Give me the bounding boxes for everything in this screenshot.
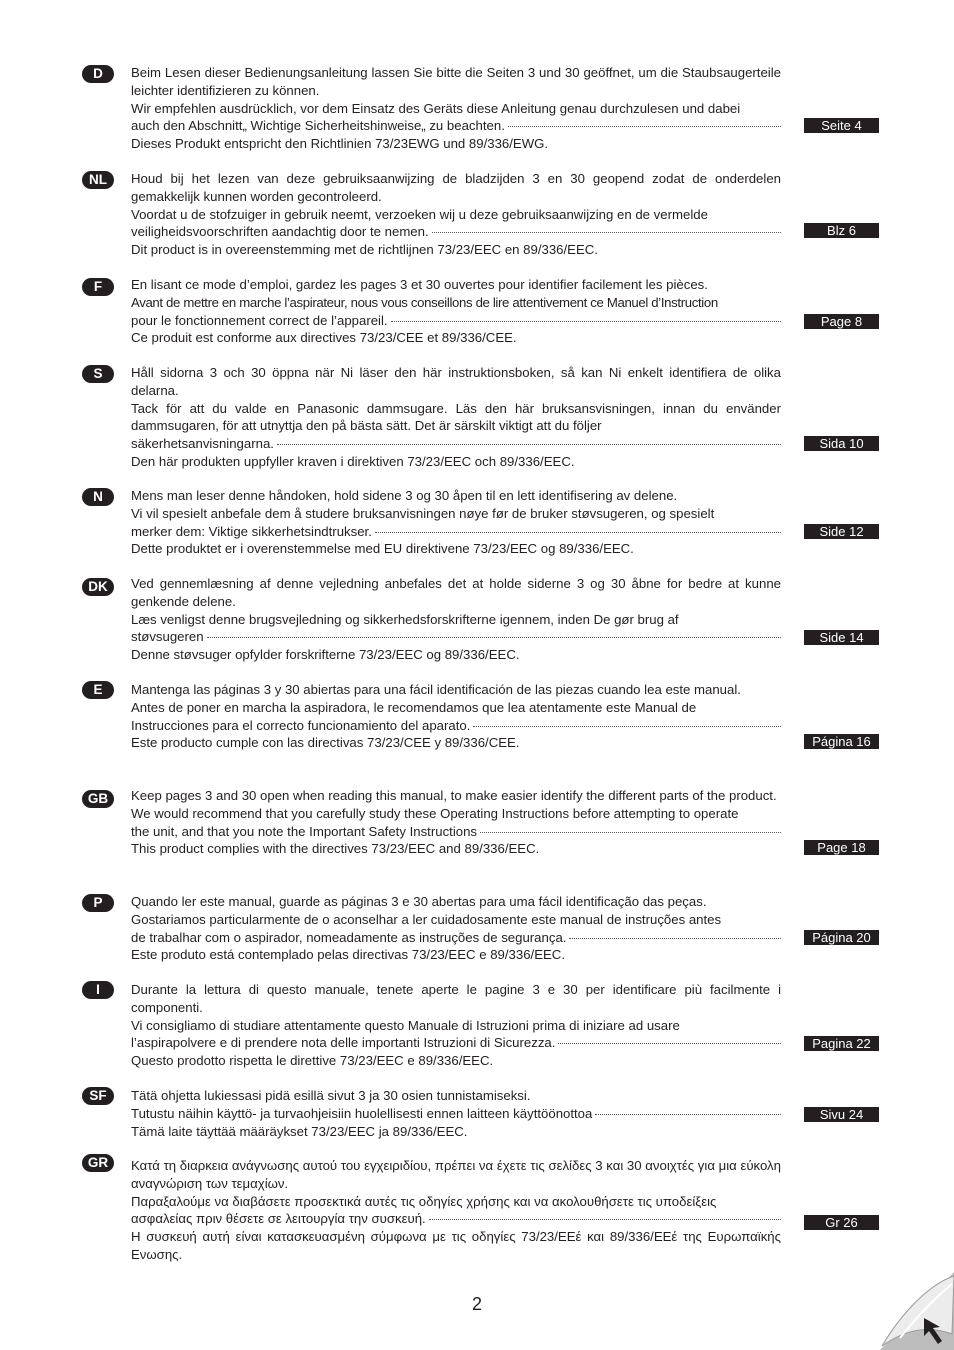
language-badge: N <box>82 488 114 506</box>
entry-text <box>131 787 781 858</box>
dotted-leader-line: auch den Abschnitt„ Wichtige Sicherheitshinweise„ zu beachten. <box>131 117 781 135</box>
text-line: Mens man leser denne håndoken, hold sidene 3 og 30 åpen til en lett identifisering av delene. <box>131 488 678 503</box>
dotted-leader-line: veiligheidsvoorschriften aandachtig door te nemen. <box>131 223 781 241</box>
text-line: Avant de mettre en marche l’aspirateur, nous vous conseillons de lire attentivement ce Manuel d’Instruction <box>131 294 718 310</box>
text-line: Tämä laite täyttää määräykset 73/23/EEC ja 89/336/EEC. <box>131 1123 468 1139</box>
page-reference: Sivu 24 <box>804 1107 879 1122</box>
dotted-leader-line: säkerhetsanvisningarna. <box>131 435 781 453</box>
page-number: 2 <box>471 1294 482 1314</box>
text-line: Håll sidorna 3 och 30 öppna när Ni läser den här instruktionsboken, så kan Ni enkelt identifiera de olika delarna. <box>131 365 781 398</box>
language-badge: S <box>82 365 114 383</box>
dotted-leader-line: støvsugeren <box>131 628 781 646</box>
page-reference: Side 12 <box>804 524 879 539</box>
text-line: Gostariamos particularmente de o aconselhar a ler cuidadosamente este manual de instruções antes <box>131 911 722 927</box>
page-reference: Blz 6 <box>804 223 879 238</box>
text-line: Vi consigliamo di studiare attentamente questo Manuale di Istruzioni prima di iniziare ad usare <box>131 1017 680 1033</box>
text-line: En lisant ce mode d’emploi, gardez les pages 3 et 30 ouvertes pour identifier facilement les pièces. <box>131 277 708 292</box>
dotted-leader-line: Tutustu näihin käyttö- ja turvaohjeisiin huolellisesti ennen laitteen käyttöönottoa <box>131 1105 781 1123</box>
text-line: Wir empfehlen ausdrücklich, vor dem Einsatz des Geräts diese Anleitung genau durchzulesen und dabei <box>131 100 741 116</box>
text-line: Este produto está contemplado pelas directivas 73/23/EEC e 89/336/EEC. <box>131 947 565 963</box>
text-line: Antes de poner en marcha la aspiradora, le recomendamos que lea atentamente este Manual de <box>131 699 697 715</box>
text-line: Den här produkten uppfyller kraven i direktiven 73/23/EEC och 89/336/EEC. <box>131 453 575 469</box>
text-line: Voordat u de stofzuiger in gebruik neemt, verzoeken wij u deze gebruiksaanwijzing en de vermelde <box>131 206 708 222</box>
language-badge: GB <box>82 790 114 808</box>
text-line: Tack för att du valde en Panasonic dammsugare. Läs den här bruksansvisningen, innan du envänder dammsugaren, för att utnyttja den på bästa sätt. Det är särskilt viktigt att du följer <box>131 400 781 434</box>
text-line: Dit product is in overeenstemming met de richtlijnen 73/23/EEC en 89/336/EEC. <box>131 242 598 258</box>
dot-leader <box>473 726 781 727</box>
text-line: Questo prodotto rispetta le direttive 73/23/EEC e 89/336/EEC. <box>131 1053 494 1069</box>
language-badge: I <box>82 981 114 999</box>
language-badge: P <box>82 894 114 912</box>
text-line: Keep pages 3 and 30 open when reading this manual, to make easier identify the different parts of the product. <box>131 788 777 803</box>
entry-text <box>131 893 781 964</box>
text-line: Mantenga las páginas 3 y 30 abiertas para una fácil identificación de las piezas cuando lea este manual. <box>131 682 741 697</box>
language-badge: GR <box>82 1154 114 1172</box>
page-reference: Page 18 <box>804 840 879 855</box>
dot-leader <box>432 232 781 233</box>
entry-text <box>131 487 781 558</box>
text-line: Durante la lettura di questo manuale, tenete aperte le pagine 3 e 30 per identificare più facilmente i componenti. <box>131 982 781 1015</box>
language-badge: SF <box>82 1087 114 1105</box>
entry-text <box>131 364 781 471</box>
language-badge: DK <box>82 578 114 596</box>
page-curl-icon[interactable] <box>880 1272 954 1350</box>
entry-text <box>131 681 781 752</box>
text-line: Κατά τη διαρκεια ανάγνωσης αυτού του εγχειριδίου, πρέπει να έχετε τις σελίδες 3 και 30 ανοιχτές για μια εύκολη αναγνώριση των τεμαχίων. <box>131 1158 781 1191</box>
dot-leader <box>277 444 781 445</box>
page-reference: Gr 26 <box>804 1215 879 1230</box>
text-line: Η συσκευή αυτή είναι κατασκευασμένη σύμφωνα με τις οδηγίες 73/23/ΕΕέ και 89/336/ΕΕέ της Ευρωπαϊκής Ενωσης. <box>131 1229 781 1262</box>
page-reference: Página 16 <box>804 734 879 749</box>
text-line: Quando ler este manual, guarde as páginas 3 e 30 abertas para uma fácil identificação das peças. <box>131 894 707 909</box>
page-reference: Pagina 22 <box>804 1036 879 1051</box>
page-reference: Side 14 <box>804 630 879 645</box>
text-line: Ved gennemlæsning af denne vejledning anbefales det at holde siderne 3 og 30 åbne for bedre at kunne genkende delene. <box>131 576 781 609</box>
entry-text <box>131 1157 781 1264</box>
text-line: Tätä ohjetta lukiessasi pidä esillä sivut 3 ja 30 osien tunnistamiseksi. <box>131 1088 531 1103</box>
entry-text <box>131 981 781 1070</box>
dot-leader <box>375 532 781 533</box>
text-line: Este producto cumple con las directivas 73/23/CEE y 89/336/CEE. <box>131 735 520 751</box>
dot-leader <box>480 832 781 833</box>
page-reference: Página 20 <box>804 930 879 945</box>
text-line: Dette produktet er i overenstemmelse med EU direktivene 73/23/EEC og 89/336/EEC. <box>131 541 634 557</box>
dotted-leader-line: Instrucciones para el correcto funcionamiento del aparato. <box>131 717 781 735</box>
dot-leader <box>558 1043 781 1044</box>
dotted-leader-line: ασφαλείας πριν θέσετε σε λειτουργία την συσκευή. <box>131 1210 781 1228</box>
dotted-leader-line: merker dem: Viktige sikkerhetsindtrukser. <box>131 523 781 541</box>
text-line: Houd bij het lezen van deze gebruiksaanwijzing de bladzijden 3 en 30 geopend zodat de onderdelen gemakkelijk kunnen worden gecontroleerd. <box>131 171 781 204</box>
entry-text <box>131 170 781 259</box>
text-line: This product complies with the directives 73/23/EEC and 89/336/EEC. <box>131 841 540 857</box>
dot-leader <box>207 637 781 638</box>
entry-text <box>131 575 781 664</box>
dotted-leader-line: de trabalhar com o aspirador, nomeadamente as instruções de segurança. <box>131 929 781 947</box>
language-badge: NL <box>82 171 114 189</box>
dotted-leader-line: the unit, and that you note the Important Safety Instructions <box>131 823 781 841</box>
entry-text <box>131 276 781 347</box>
language-badge: E <box>82 681 114 699</box>
dot-leader <box>569 938 781 939</box>
page-reference: Page 8 <box>804 314 879 329</box>
page-reference: Seite 4 <box>804 118 879 133</box>
page-reference: Sida 10 <box>804 436 879 451</box>
language-badge: F <box>82 278 114 296</box>
language-badge: D <box>82 65 114 83</box>
dot-leader <box>391 321 781 322</box>
entry-text <box>131 1087 781 1140</box>
dotted-leader-line: l’aspirapolvere e di prendere nota delle importanti Istruzioni di Sicurezza. <box>131 1034 781 1052</box>
text-line: We would recommend that you carefully study these Operating Instructions before attempting to operate <box>131 805 739 821</box>
text-line: Dieses Produkt entspricht den Richtlinien 73/23EWG und 89/336/EWG. <box>131 136 549 152</box>
dot-leader <box>595 1114 781 1115</box>
text-line: Beim Lesen dieser Bedienungsanleitung lassen Sie bitte die Seiten 3 und 30 geöffnet, um die Staubsaugerteile leichter identifizieren zu können. <box>131 65 781 98</box>
entry-text <box>131 64 781 153</box>
text-line: Παραξαλούμε να διαβάσετε προσεκτικά αυτές τις οδηγίες χρήσης και να ακολουθήσετε τις υποδείξεις <box>131 1193 717 1209</box>
text-line: Ce produit est conforme aux directives 73/23/CEE et 89/336/CEE. <box>131 330 517 346</box>
dot-leader <box>429 1219 781 1220</box>
dotted-leader-line: pour le fonctionnement correct de l’appareil. <box>131 312 781 330</box>
text-line: Denne støvsuger opfylder forskrifterne 73/23/EEC og 89/336/EEC. <box>131 647 520 663</box>
dot-leader <box>508 126 781 127</box>
text-line: Vi vil spesielt anbefale dem å studere bruksanvisningen nøye før de bruker støvsugeren, og spesielt <box>131 505 715 521</box>
text-line: Læs venligst denne brugsvejledning og sikkerhedsforskrifterne igennem, inden De gør brug af <box>131 611 679 627</box>
